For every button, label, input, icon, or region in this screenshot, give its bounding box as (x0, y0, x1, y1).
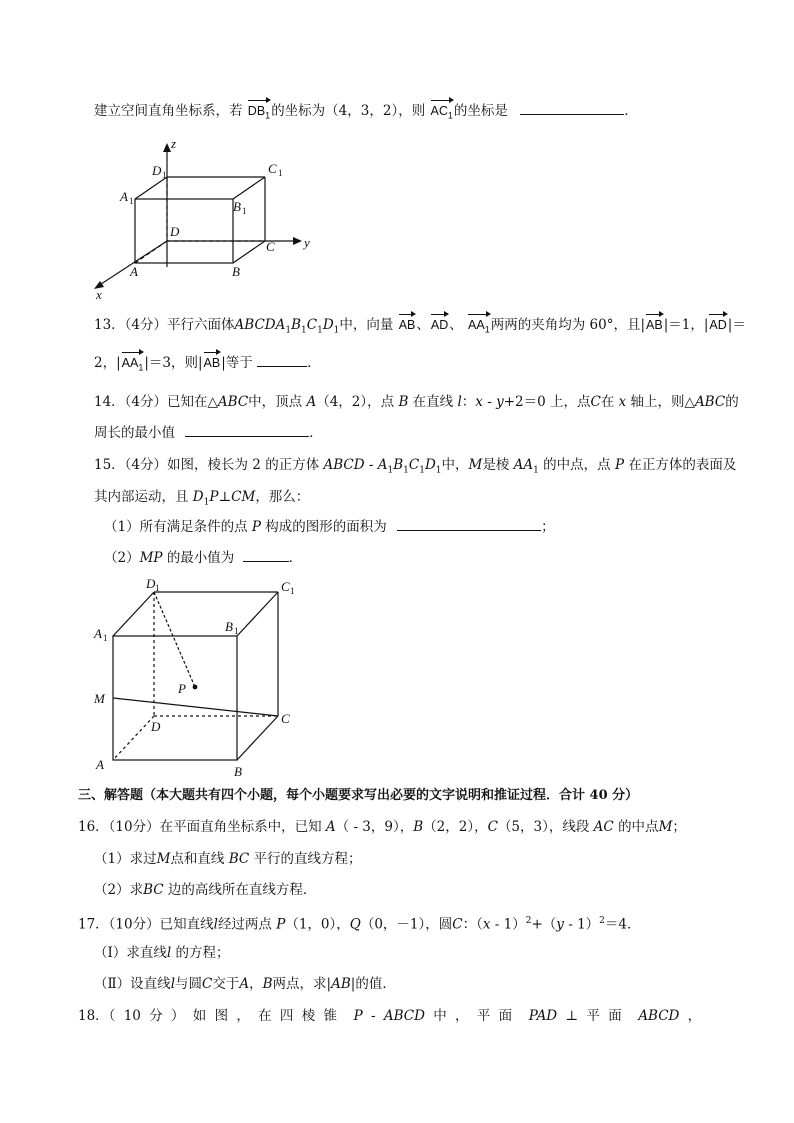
answer-blank[interactable] (185, 424, 309, 437)
q18-line1: 18．（ 10 分 ） 如 图 ， 在 四 棱 锥 P - ABCD 中 ， 平 面 PAD ⊥ 平 面 ABCD ， (78, 1008, 702, 1024)
q14-line1: 14．（4分）已知在△ABC中，顶点 A（4，2），点 B 在直线 l：x - y+2＝0 上，点C在 x 轴上，则△ABC的 (94, 394, 739, 410)
svg-text:1: 1 (155, 583, 160, 593)
q15-line2: 其内部运动，且 $D_1P\perp CM$，那么： (94, 489, 310, 508)
label-c: C (266, 239, 275, 254)
svg-text:1: 1 (103, 633, 108, 643)
svg-text:1: 1 (242, 206, 247, 216)
label-b1: B (225, 619, 233, 634)
cube-figure (90, 575, 320, 785)
label-d1: D (146, 576, 156, 591)
label-c1: C (268, 161, 277, 176)
label-b: B (232, 264, 240, 279)
q16-line1: 16．（10分）在平面直角坐标系中，已知 A（ - 3，9），B（2，2），C（5，3），线段 AC 的中点M； (78, 819, 686, 835)
q17-sub1: （Ⅰ）求直线l 的方程； (94, 945, 230, 961)
label-c: C (281, 711, 290, 726)
svg-text:1: 1 (129, 196, 134, 206)
svg-text:1: 1 (234, 626, 239, 636)
label-d: D (170, 224, 180, 239)
q12-answer-line: 建立空间直角坐标系，若 $DB_1$的坐标为（4，3，2），则 $AC_1$的坐标是 ． (94, 102, 638, 125)
vector-aa1: $AA_1$ (467, 316, 491, 339)
label-b: B (234, 764, 242, 779)
svg-text:1: 1 (290, 586, 295, 596)
svg-text:1: 1 (278, 168, 283, 178)
point-p-dot (193, 685, 198, 690)
label-x: x (96, 287, 102, 302)
section-heading: 三、解答题（本大题共有四个小题，每个小题要求写出必要的文字说明和推证过程．合计 40 分） (78, 788, 639, 803)
q15-sub2: （2）MP 的最小值为 ． (104, 550, 303, 566)
vector-db1: $DB_1$ (247, 102, 271, 125)
label-z: z (171, 136, 177, 151)
q17-sub2: （Ⅱ）设直线l与圆C交于A，B两点，求|AB|的值． (94, 976, 396, 992)
answer-blank[interactable] (397, 518, 541, 531)
q16-sub1: （1）求过M点和直线 BC 平行的直线方程； (94, 851, 362, 867)
vector-ab: AB (398, 318, 416, 332)
label-c1: C (281, 579, 290, 594)
label-p: P (178, 681, 186, 696)
q17-line1: 17．（10分）已知直线l经过两点 P（1，0），Q（0，－1），圆C：（x - 1）$^2$+（y - 1）$^2$＝4． (78, 916, 641, 933)
label-d: D (151, 719, 161, 734)
q16-sub2: （2）求BC 边的高线所在直线方程． (94, 882, 317, 898)
vector-ac1: $AC_1$ (430, 102, 454, 125)
label-y: y (304, 235, 310, 250)
q13-line1: 13．（4分）平行六面体$ABCDA_1B_1C_1D_1$中，向量 AB、AD、 $AA_1$两两的夹角均为 60°，且|AB|＝1，|AD|＝ (94, 316, 746, 340)
label-a: A (130, 264, 138, 279)
answer-blank[interactable] (257, 354, 307, 367)
q15-sub1: （1）所有满足条件的点 P 构成的图形的面积为 ； (104, 519, 555, 535)
q13-line2: 2，$|AA_1|=3$，则|AB|等于 ． (94, 354, 321, 377)
y-axis-arrow-icon (293, 237, 302, 245)
label-a1: A (94, 626, 102, 641)
svg-text:1: 1 (162, 170, 167, 180)
vector-ad: AD (430, 318, 449, 332)
q14-line2: 周长的最小值 ． (94, 425, 323, 441)
label-m: M (94, 691, 105, 706)
answer-blank[interactable] (520, 102, 624, 115)
q15-line1: 15．（4分）如图，棱长为 2 的正方体 ABCD - $A_1B_1C_1D_1$中，M是棱 $AA_1$ 的中点，点 P 在正方体的表面及 (94, 457, 737, 476)
box-coordinate-figure (90, 135, 320, 305)
answer-blank[interactable] (243, 549, 289, 562)
label-b1: B (233, 199, 241, 214)
label-d1: D (152, 163, 162, 178)
z-axis-arrow-icon (163, 143, 171, 152)
label-a1: A (120, 189, 128, 204)
label-a: A (96, 757, 104, 772)
